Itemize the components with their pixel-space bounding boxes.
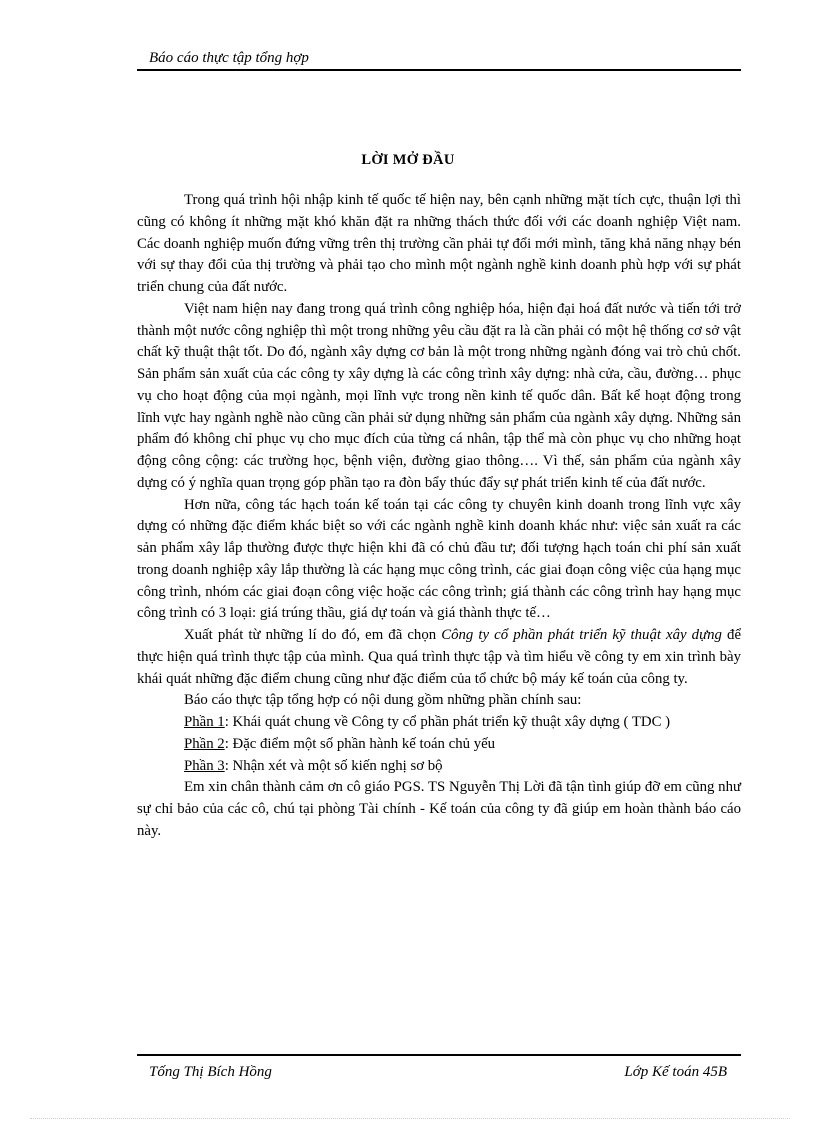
part-3-label: Phần 3 bbox=[184, 757, 225, 774]
document-title: LỜI MỞ ĐẦU bbox=[361, 152, 455, 168]
part-2-text: : Đặc điểm một số phần hành kế toán chủ yếu bbox=[224, 735, 496, 752]
header-rule bbox=[137, 69, 741, 71]
paragraph-vietnam: Việt nam hiện nay đang trong quá trình công nghiệp hóa, hiện đại hoá đất nước và tiến tới trở thành một nước công nghiệp thì một trong những yêu cầu đặt ra là cần phải có một hệ thống cơ sở vật chất kỹ thuật thật tốt. Do đó, ngành xây dựng cơ bản là một trong những ngành đóng vai trò chủ chốt. Sản phẩm sản xuất của các công ty xây dựng là các công trình xây dựng: nhà cửa, cầu, đường… phục vụ cho hoạt động của mọi ngành, mọi lĩnh vực trong nền kinh tế quốc dân. Bất kể hoạt động trong lĩnh vực hay ngành nghề nào cũng cần phải sử dụng những sản phẩm của ngành xây dựng. Những sản phẩm đó không chỉ phục vụ cho mục đích của từng cá nhân, tập thể mà còn phục vụ cho những hoạt động công cộng: các trường học, bệnh viện, đường giao thông…. Vì thế, sản phẩm của ngành xây dựng có ý nghĩa quan trọng góp phần tạo ra đòn bẩy thúc đẩy sự phát triển kinh tế của đất nước. bbox=[137, 300, 741, 491]
page-footer bbox=[137, 1054, 741, 1081]
part-1-line bbox=[137, 712, 741, 734]
company-name: Công ty cổ phần phát triển kỹ thuật xây dựng bbox=[441, 627, 722, 643]
footer-author: Tống Thị Bích Hồng bbox=[149, 1064, 272, 1080]
part-2-line bbox=[137, 734, 741, 756]
paragraph-choice bbox=[137, 625, 741, 690]
part-3-text: : Nhận xét và một số kiến nghị sơ bộ bbox=[224, 757, 443, 774]
paragraph-accounting: Hơn nữa, công tác hạch toán kế toán tại các công ty chuyên kinh doanh trong lĩnh vực xây dựng có những đặc điểm khác biệt so với các ngành nghề kinh doanh khác như: việc sản xuất ra các sản phẩm xây lắp thường được thực hiện khi đã có chủ đầu tư; đối tượng hạch toán chi phí sản xuất trong doanh nghiệp xây lắp thường là các hạng mục công trình, các giai đoạn công việc của hạng mục công trình, nhóm các giai đoạn công việc hoặc các công trình; giá thành các công trình hay hạng mục công trình có 3 loại: giá trúng thầu, giá dự toán và giá thành thực tế… bbox=[137, 496, 741, 622]
paragraph-intro: Trong quá trình hội nhập kinh tế quốc tế hiện nay, bên cạnh những mặt tích cực, thuận lợi thì cũng có không ít những mặt khó khăn đặt ra những thách thức đối với các doanh nghiệp Việt nam. Các doanh nghiệp muốn đứng vững trên thị trường cần phải tự đổi mới mình, tăng khả năng nhạy bén với sự thay đổi của thị trường và phải tạo cho mình một ngành nghề kinh doanh phù hợp với sự phát triển chung của đất nước. bbox=[137, 192, 741, 295]
choice-text-pre: Xuất phát từ những lí do đó, em đã chọn bbox=[184, 627, 442, 643]
page-bottom-divider bbox=[30, 1118, 790, 1119]
part-1-text: : Khái quát chung về Công ty cổ phần phát triển kỹ thuật xây dựng ( TDC ) bbox=[224, 714, 671, 730]
part-2-label: Phần 2 bbox=[184, 735, 225, 752]
footer-row bbox=[137, 1056, 741, 1081]
header-title: Báo cáo thực tập tổng hợp bbox=[149, 50, 309, 66]
paragraph-structure: Báo cáo thực tập tổng hợp có nội dung gồm những phần chính sau: bbox=[184, 692, 582, 709]
document-body bbox=[137, 190, 741, 843]
part-3-line bbox=[137, 756, 741, 778]
page-header bbox=[137, 48, 741, 71]
choice-text-post: để thực hiện quá trình thực tập của mình. Qua quá trình thực tập và tìm hiểu về công ty em xin trình bày khái quát những đặc điểm chung cũng như đặc điểm của tổ chức bộ máy kế toán của công ty. bbox=[137, 627, 742, 687]
part-1-label: Phần 1 bbox=[184, 714, 225, 730]
paragraph-thanks: Em xin chân thành cảm ơn cô giáo PGS. TS Nguyễn Thị Lời đã tận tình giúp đỡ em cũng như sự chỉ bảo của các cô, chú tại phòng Tài chính - Kế toán của công ty đã giúp em hoàn thành báo cáo này. bbox=[137, 779, 741, 839]
footer-class: Lớp Kế toán 45B bbox=[624, 1064, 727, 1080]
